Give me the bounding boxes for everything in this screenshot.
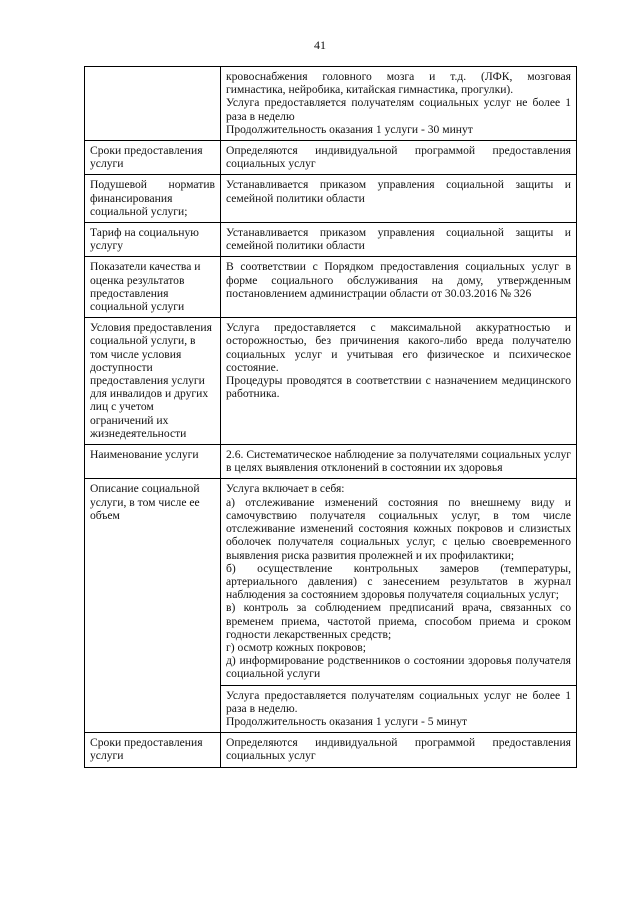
row-label: Тариф на социальную услугу <box>85 223 221 257</box>
content-paragraph: Процедуры проводятся в соответствии с назначением медицинского работника. <box>226 374 571 401</box>
row-label: Описание социальной услуги, в том числе ее объем <box>85 479 221 733</box>
row-label: Показатели качества и оценка результатов предоставления социальной услуги <box>85 257 221 318</box>
content-line: гимнастика, нейробика, китайская гимнастика, прогулки). <box>226 83 514 97</box>
row-content: Определяются индивидуальной программой предоставления социальных услуг <box>221 141 577 175</box>
content-paragraph: Услуга предоставляется с максимальной аккуратностью и осторожностью, без причинения какого-либо вреда получателю социальных услуг и учитывая его физическое и психическое состояние. <box>226 321 571 374</box>
table-row <box>85 175 577 223</box>
table-row <box>85 445 577 479</box>
content-line: раза в неделю <box>226 109 295 123</box>
content-paragraph: Услуга включает в себя: <box>226 482 345 496</box>
page-number: 41 <box>314 38 326 52</box>
table-row <box>85 67 577 141</box>
content-paragraph: а) отслеживание изменений состояния по внешнему виду и самочувствию получателя социальных услуг, в том числе отслеживание изменений состояния кожных покровов и слизистых оболочек получателя социальных услуг, с целью своевременного выявления риска развития пролежней и их профилактики; <box>226 495 571 562</box>
table-row <box>85 223 577 257</box>
content-line: раза в неделю. <box>226 701 298 715</box>
content-line: Услуга предоставляется получателям социальных услуг не более 1 <box>226 96 571 110</box>
table-row <box>85 141 577 175</box>
content-paragraph: г) осмотр кожных покровов; <box>226 640 366 654</box>
row-content <box>221 318 577 445</box>
row-label: Наименование услуги <box>85 445 221 479</box>
content-line: Услуга предоставляется получателям социальных услуг не более 1 <box>226 688 571 702</box>
row-content: 2.6. Систематическое наблюдение за получателями социальных услуг в целях выявления отклонений в состоянии их здоровья <box>221 445 577 479</box>
table-row <box>85 479 577 685</box>
content-line: Продолжительность оказания 1 услуги - 30 минут <box>226 122 473 136</box>
content-paragraph: б) осуществление контрольных замеров (температуры, артериального давления) с занесением результатов в журнал наблюдения за состоянием здоровья получателя социальных услуг; <box>226 561 571 602</box>
row-content: Устанавливается приказом управления социальной защиты и семейной политики области <box>221 175 577 223</box>
services-table <box>84 66 577 768</box>
content-line: Продолжительность оказания 1 услуги - 5 минут <box>226 714 468 728</box>
row-content <box>221 479 577 685</box>
content-paragraph: д) информирование родственников о состоянии здоровья получателя социальной услуги <box>226 654 571 681</box>
row-content: Устанавливается приказом управления социальной защиты и семейной политики области <box>221 223 577 257</box>
table-row <box>85 257 577 318</box>
content-line: кровоснабжения головного мозга и т.д. (ЛФК, мозговая <box>226 70 571 83</box>
row-content: В соответствии с Порядком предоставления социальных услуг в форме социального обслуживания на дому, утвержденным постановлением администрации области от 30.03.2016 № 326 <box>221 257 577 318</box>
row-content <box>221 685 577 733</box>
table-row <box>85 318 577 445</box>
content-paragraph: в) контроль за соблюдением предписаний врача, связанных со временем приема, частотой приема, способом приема и сроком годности лекарственных средств; <box>226 601 571 641</box>
table-row <box>85 733 577 767</box>
row-label: Условия предоставления социальной услуги, в том числе условия доступности предоставления услуги для инвалидов и других лиц с учетом ограничений их жизнедеятельности <box>85 318 221 445</box>
row-content <box>221 67 577 141</box>
row-label: Сроки предоставления услуги <box>85 141 221 175</box>
row-label <box>85 67 221 141</box>
row-label: Сроки предоставления услуги <box>85 733 221 767</box>
row-label: Подушевой норматив финансирования социальной услуги; <box>85 175 221 223</box>
row-content: Определяются индивидуальной программой предоставления социальных услуг <box>221 733 577 767</box>
